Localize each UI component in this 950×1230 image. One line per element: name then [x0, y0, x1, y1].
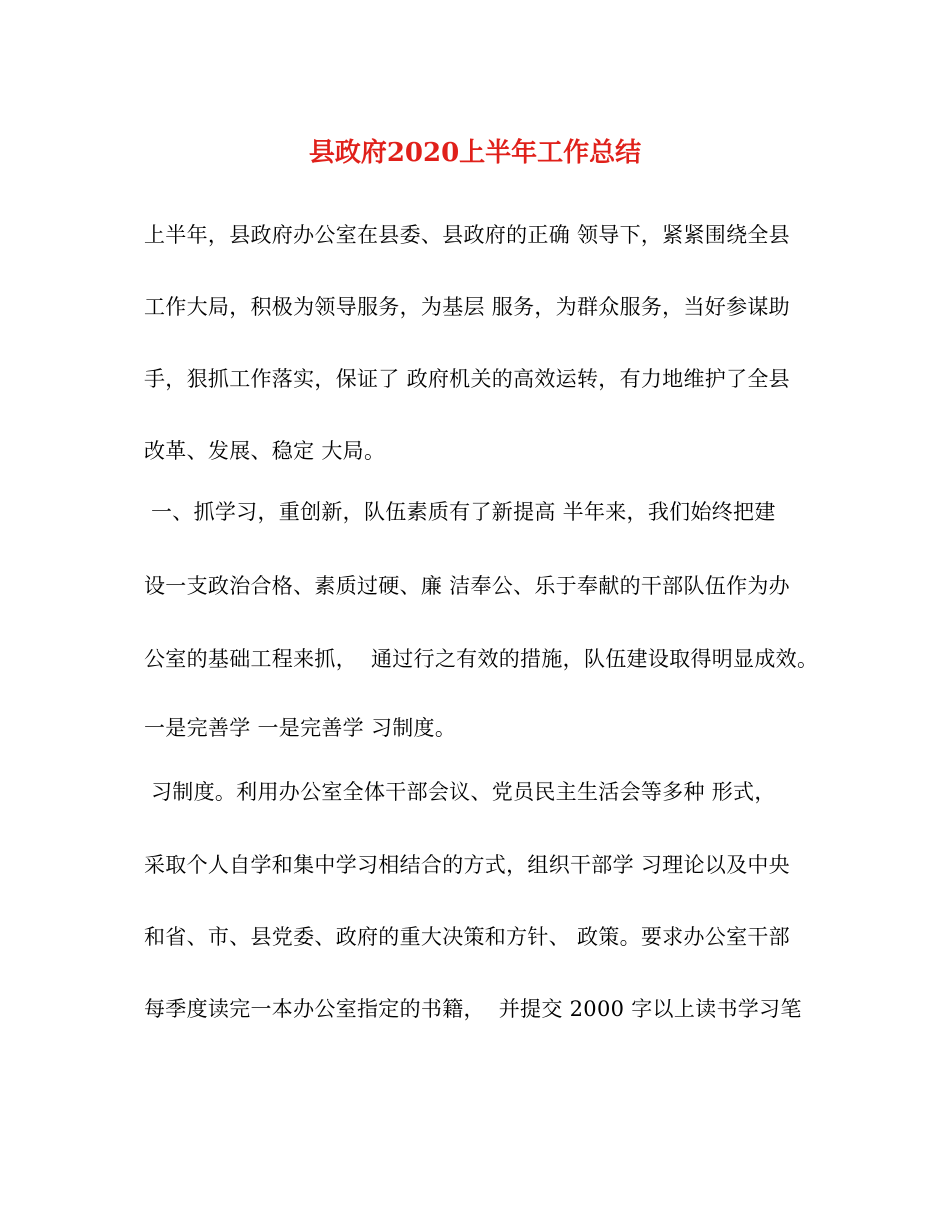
body-line-5: 一、抓学习，重创新，队伍素质有了新提高 半年来，我们始终把建 [144, 500, 776, 524]
body-line-11: 和省、市、县党委、政府的重大决策和方针、 政策。要求办公室干部 [144, 925, 790, 949]
body-line-1: 上半年，县政府办公室在县委、县政府的正确 领导下，紧紧围绕全县 [144, 223, 790, 247]
body-line-12: 每季度读完一本办公室指定的书籍， 并提交 2000 字以上读书学习笔 [144, 997, 802, 1021]
body-line-10: 采取个人自学和集中学习相结合的方式，组织干部学 习理论以及中央 [144, 853, 790, 877]
body-line-9: 习制度。利用办公室全体干部会议、党员民主生活会等多种 形式， [144, 780, 776, 804]
body-line-6: 设一支政治合格、素质过硬、廉 洁奉公、乐于奉献的干部队伍作为办 [144, 574, 790, 598]
body-line-3: 手，狠抓工作落实，保证了 政府机关的高效运转，有力地维护了全县 [144, 367, 790, 391]
body-line-2: 工作大局，积极为领导服务，为基层 服务，为群众服务，当好参谋助 [144, 295, 790, 319]
body-line-7: 公室的基础工程来抓， 通过行之有效的措施，队伍建设取得明显成效。 [144, 647, 819, 671]
body-line-8: 一是完善学 一是完善学 习制度。 [144, 716, 457, 740]
body-line-4: 改革、发展、稳定 大局。 [144, 439, 386, 463]
document-title: 县政府2020上半年工作总结 [308, 138, 642, 168]
